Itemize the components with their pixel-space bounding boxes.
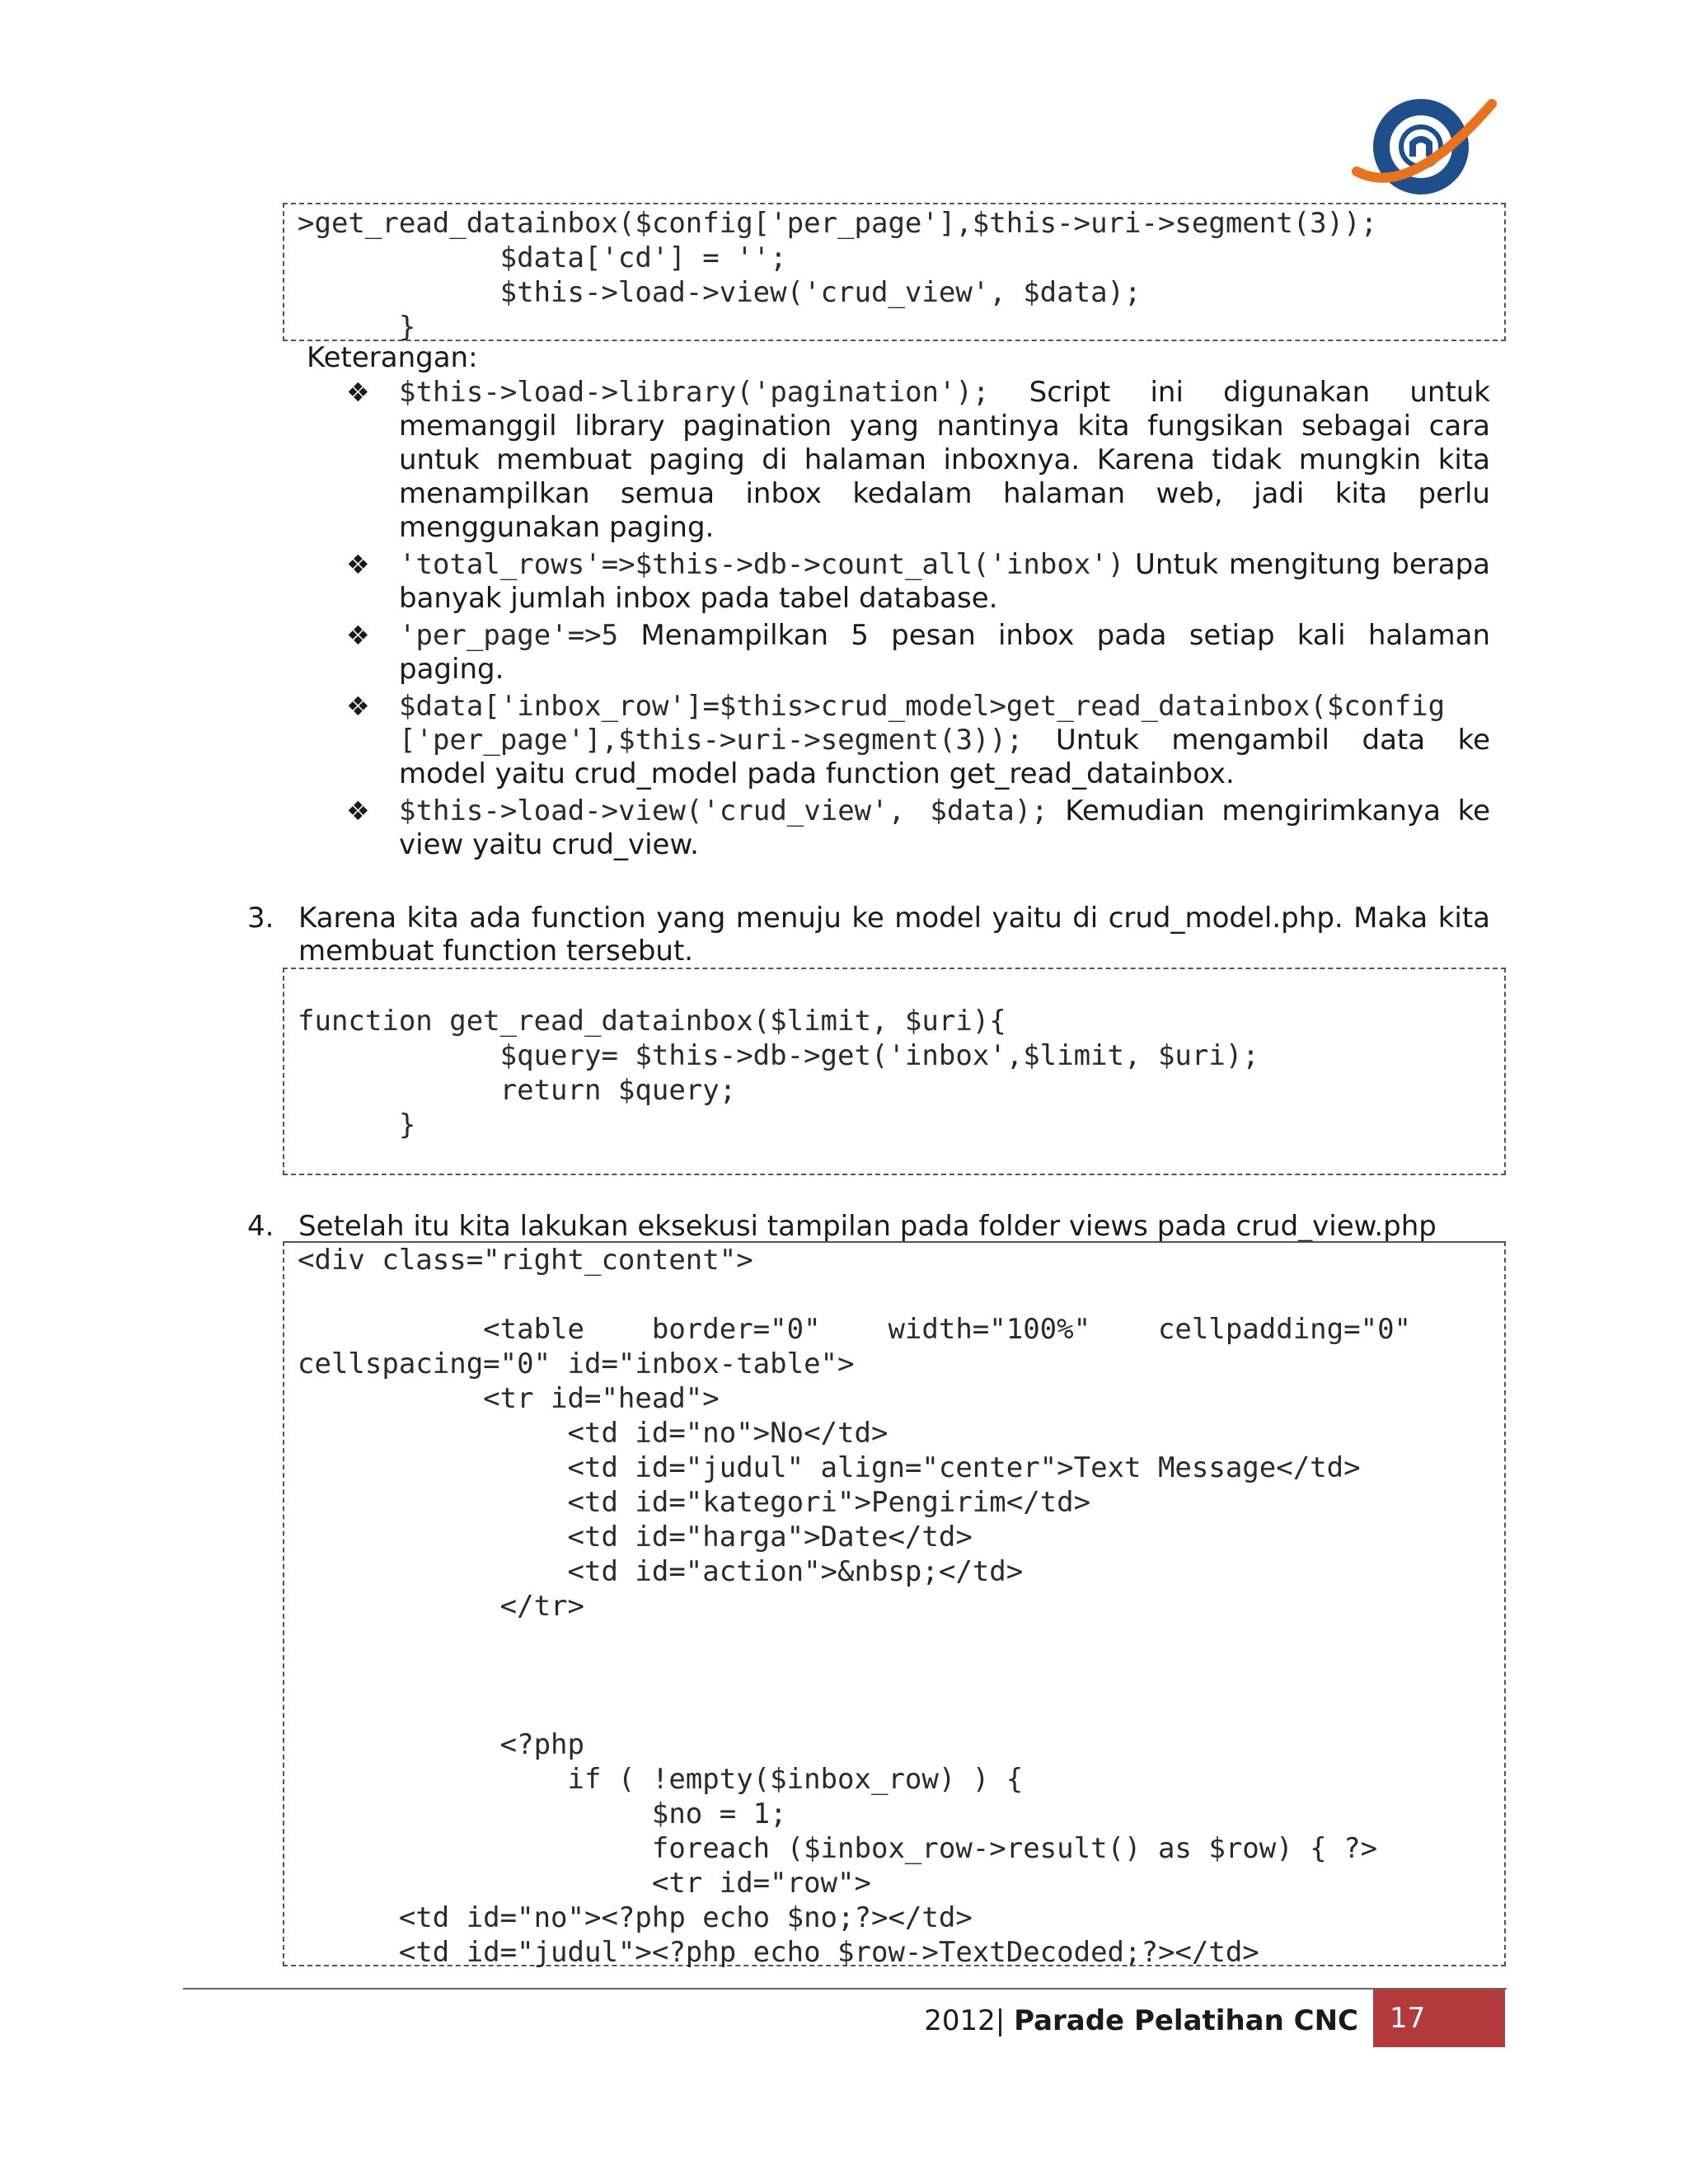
diamond-bullet-icon: ❖ <box>346 795 370 827</box>
code-line: >get_read_datainbox($config['per_page'],$this->uri->segment(3)); <box>298 207 1378 240</box>
cnc-logo-icon <box>1352 92 1497 204</box>
code-line: return $query; <box>298 1074 737 1107</box>
code-line: } <box>298 1108 416 1141</box>
code-block-top-text <box>298 206 1491 344</box>
code-block-top <box>283 203 1506 344</box>
step-number: 4. <box>247 1210 274 1243</box>
code-line <box>298 1693 1491 1727</box>
list-item <box>346 548 1490 616</box>
code-line: } <box>298 311 416 344</box>
footer-text <box>924 2004 1358 2037</box>
diamond-bullet-icon: ❖ <box>346 620 370 651</box>
code-line: <tr id="head"> <box>298 1382 720 1415</box>
code-line: <td id="no"><?php echo $no;?></td> <box>298 1901 973 1934</box>
list-item <box>346 376 1490 545</box>
code-line: $no = 1; <box>298 1797 787 1830</box>
code-line <box>298 969 1491 1004</box>
keterangan-list <box>346 376 1490 865</box>
code-line: <td id="action">&nbsp;</td> <box>298 1555 1024 1588</box>
inline-code: 'total_rows'=>$this->db->count_all('inbox') <box>399 548 1125 581</box>
code-block-view <box>283 1241 1506 1969</box>
footer-separator: | <box>995 2004 1015 2037</box>
code-line: $this->load->view('crud_view', $data); <box>298 276 1142 309</box>
keterangan-heading: Keterangan: <box>307 341 478 374</box>
code-line: function get_read_datainbox($limit, $uri){ <box>298 1005 1006 1038</box>
inline-code: $data['inbox_row']=$this>crud_model>get_read_datainbox($config['per_page'],$this->uri->segment(3)); <box>399 690 1446 757</box>
code-line <box>298 1624 1491 1658</box>
bullet-text: Kemudian mengirimkanya ke view yaitu crud_view. <box>399 794 1490 861</box>
code-line: <td id="kategori">Pengirim</td> <box>298 1486 1091 1519</box>
code-block-view-text <box>298 1243 1491 1970</box>
code-line: $data['cd'] = ''; <box>298 241 787 274</box>
step-text-part: . Maka kita membuat function tersebut. <box>298 902 1490 968</box>
code-line: <?php <box>298 1728 584 1761</box>
bullet-text: Untuk mengambil data ke model yaitu crud_model pada function get_read_datainbox. <box>399 724 1490 790</box>
footer-divider <box>183 1988 1507 1990</box>
code-line: <table border="0" width="100%" cellpadding="0" <box>298 1313 1412 1346</box>
step-text <box>298 1210 1490 1243</box>
code-line: $query= $this->db->get('inbox',$limit, $uri); <box>298 1039 1259 1072</box>
file-name: crud_model.php <box>1108 902 1334 935</box>
inline-code: $this->load->library('pagination'); <box>399 376 990 409</box>
code-line: <td id="harga">Date</td> <box>298 1521 973 1554</box>
code-line: <tr id="row"> <box>298 1867 871 1900</box>
page-number: 17 <box>1373 1990 1505 2047</box>
file-name: crud_view.php <box>1236 1210 1437 1243</box>
diamond-bullet-icon: ❖ <box>346 377 370 408</box>
code-line <box>298 1658 1491 1693</box>
code-block-model-text <box>298 969 1491 1177</box>
diamond-bullet-icon: ❖ <box>346 691 370 722</box>
code-line: if ( !empty($inbox_row) ) { <box>298 1763 1024 1796</box>
bullet-text: Script ini digunakan untuk memanggil library pagination yang nantinya kita fungsikan sebagai cara untuk membuat paging di halaman inboxnya. Karena tidak mungkin kita menampilkan semua inbox kedalam halaman web, jadi kita perlu menggunakan paging. <box>399 376 1490 544</box>
step-number: 3. <box>247 902 274 935</box>
code-line: foreach ($inbox_row->result() as $row) { ?> <box>298 1832 1378 1865</box>
step-3 <box>247 902 1490 968</box>
code-line: <td id="judul" align="center">Text Message</td> <box>298 1451 1361 1484</box>
bullet-text: Untuk mengitung berapa banyak jumlah inbox pada tabel database. <box>399 548 1490 615</box>
code-line <box>298 1277 1491 1312</box>
diamond-bullet-icon: ❖ <box>346 549 370 580</box>
list-item <box>346 794 1490 862</box>
inline-code: 'per_page'=>5 <box>399 619 619 652</box>
bullet-text: Menampilkan 5 pesan inbox pada setiap kali halaman paging. <box>399 619 1490 686</box>
code-block-model <box>283 968 1506 1175</box>
list-item <box>346 690 1490 791</box>
step-text-part: Setelah itu kita lakukan eksekusi tampilan pada folder views pada <box>298 1210 1236 1243</box>
step-4 <box>247 1210 1490 1243</box>
step-text-part: Karena kita ada function yang menuju ke model yaitu di <box>298 902 1109 935</box>
footer-year: 2012 <box>924 2004 996 2037</box>
code-line: <div class="right_content"> <box>298 1244 753 1277</box>
inline-code: $this->load->view('crud_view', $data); <box>399 794 1048 827</box>
code-line <box>298 1142 1491 1177</box>
code-line: </tr> <box>298 1590 584 1623</box>
code-line: <td id="judul"><?php echo $row->TextDecoded;?></td> <box>298 1936 1259 1969</box>
step-text <box>298 902 1490 968</box>
code-line: cellspacing="0" id="inbox-table"> <box>298 1347 855 1380</box>
list-item <box>346 619 1490 687</box>
code-line: <td id="no">No</td> <box>298 1417 889 1450</box>
footer-title: Parade Pelatihan CNC <box>1014 2004 1358 2037</box>
